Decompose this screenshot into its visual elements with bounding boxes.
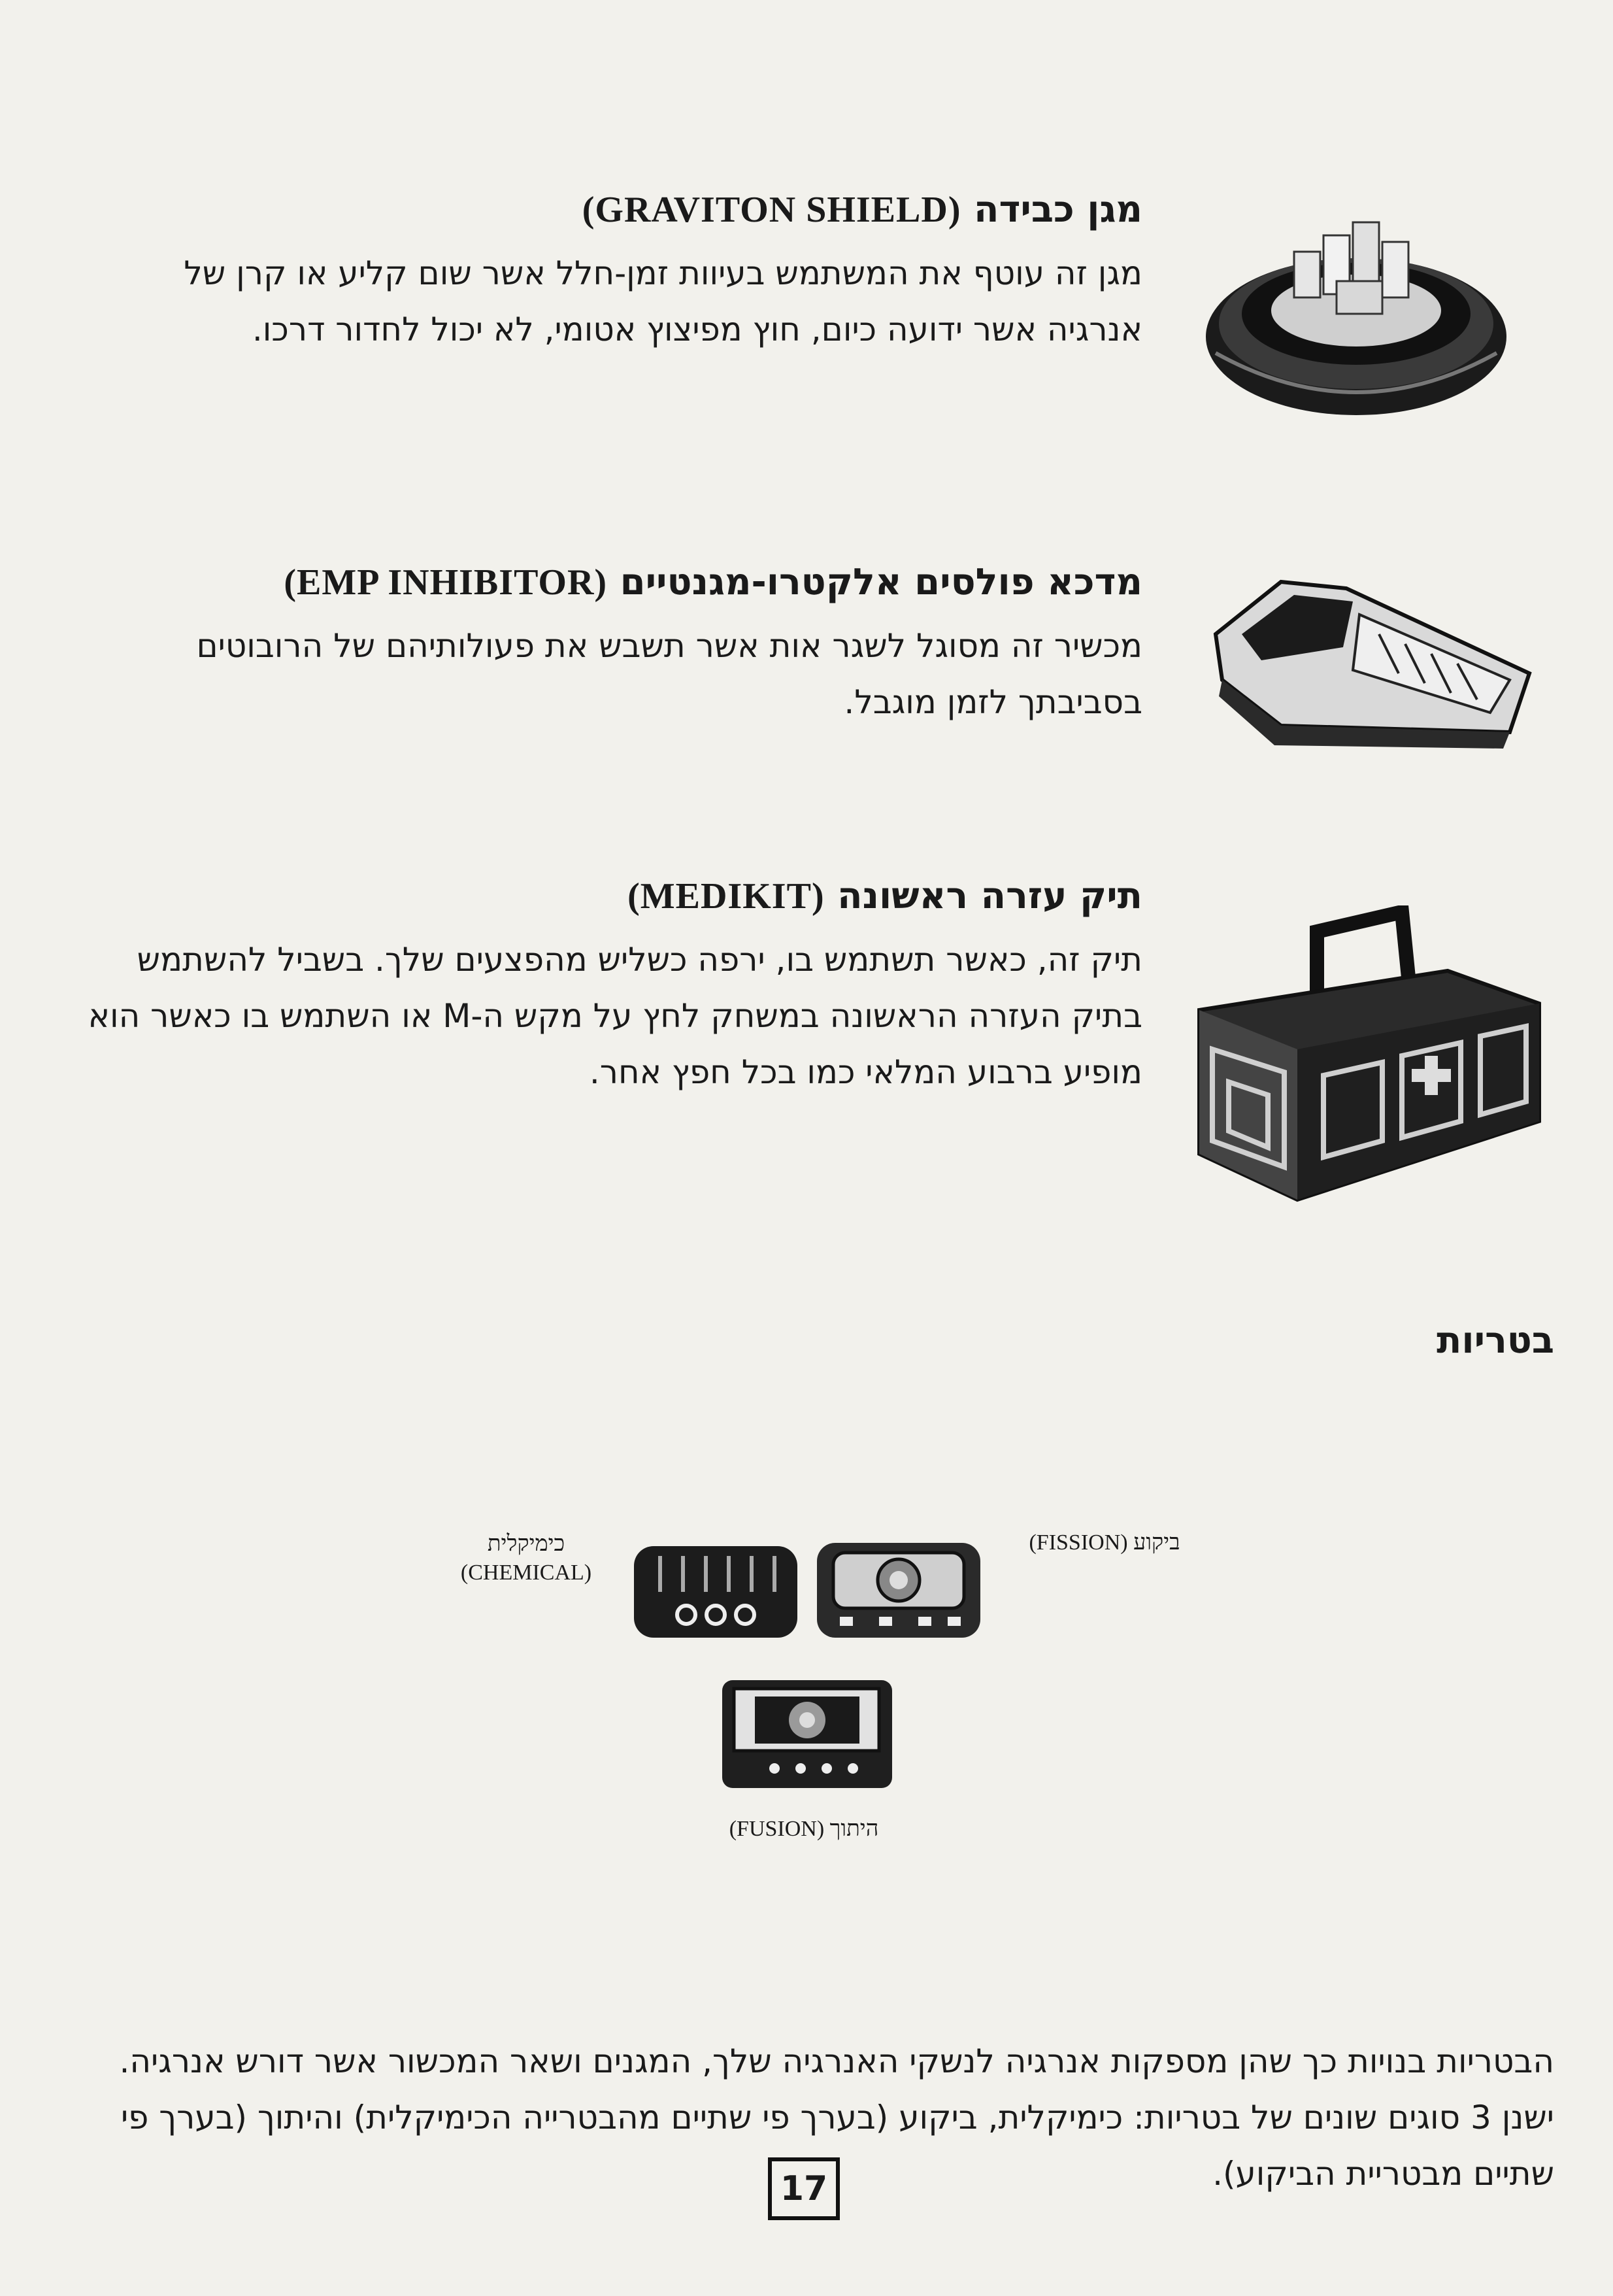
graviton-shield-description: מגן זה עוטף את המשתמש בעיוות זמן-חלל אשר שום קליע או קרן של אנרגיה אשר ידועה כיום, חוץ מפיצוץ אטומי, לא יכול לחדור דרכו.	[184, 254, 1142, 348]
batteries-description: הבטריות בנויות כך שהן מספקות אנרגיה לנשקי האנרגיה שלך, המגנים ושאר המכשור אשר דורש אנרגיה. ישנן 3 סוגים שונים של בטריות: כימיקלית, ביקוע (בערך פי שתיים מהבטרייה הכימיקלית) והיתוך (בערך פי שתיים מבטריית הביקוע).	[119, 2042, 1554, 2193]
fission-battery-label: ביקוע (FISSION)	[1029, 1530, 1180, 1555]
fusion-battery-illustration	[716, 1670, 899, 1795]
medikit-illustration	[1186, 905, 1552, 1232]
chemical-battery-label-en: (CHEMICAL)	[460, 1561, 592, 1585]
graviton-shield-illustration	[1196, 183, 1516, 431]
graviton-shield-title-en: (GRAVITON SHIELD)	[582, 190, 961, 230]
chemical-battery-label-he: כימיקלית	[487, 1532, 565, 1556]
graviton-shield-section	[78, 186, 1142, 358]
emp-inhibitor-title	[78, 559, 1142, 606]
medikit-title	[78, 873, 1142, 920]
chemical-battery-illustration	[627, 1533, 804, 1644]
emp-inhibitor-title-he: מדכא פולסים אלקטרו-מגנטיים	[620, 561, 1142, 603]
medikit-title-en: (MEDIKIT)	[627, 876, 825, 917]
batteries-heading: בטריות	[1437, 1319, 1554, 1362]
emp-inhibitor-illustration	[1203, 562, 1542, 765]
emp-inhibitor-description: מכשיר זה מסוגל לשגר אות אשר תשבש את פעולותיהם של הרובוטים בסביבתך לזמן מוגבל.	[196, 627, 1142, 721]
emp-inhibitor-title-en: (EMP INHIBITOR)	[284, 562, 608, 603]
page-number: 17	[768, 2157, 840, 2220]
medikit-description: תיק זה, כאשר תשתמש בו, ירפה כשליש מהפצעים שלך. בשביל להשתמש בתיק העזרה הראשונה במשחק לחץ על מקש ה-M או השתמש בו כאשר הוא מופיע ברבוע המלאי כמו בכל חפץ אחר.	[88, 941, 1142, 1091]
emp-inhibitor-section	[78, 559, 1142, 730]
medikit-title-he: תיק עזרה ראשונה	[837, 875, 1142, 917]
chemical-battery-label	[438, 1530, 614, 1587]
fission-battery-illustration	[810, 1533, 987, 1644]
fusion-battery-label: היתוך (FUSION)	[729, 1817, 879, 1841]
graviton-shield-title	[78, 186, 1142, 233]
medikit-section	[78, 873, 1142, 1100]
graviton-shield-title-he: מגן כבידה	[973, 188, 1142, 231]
